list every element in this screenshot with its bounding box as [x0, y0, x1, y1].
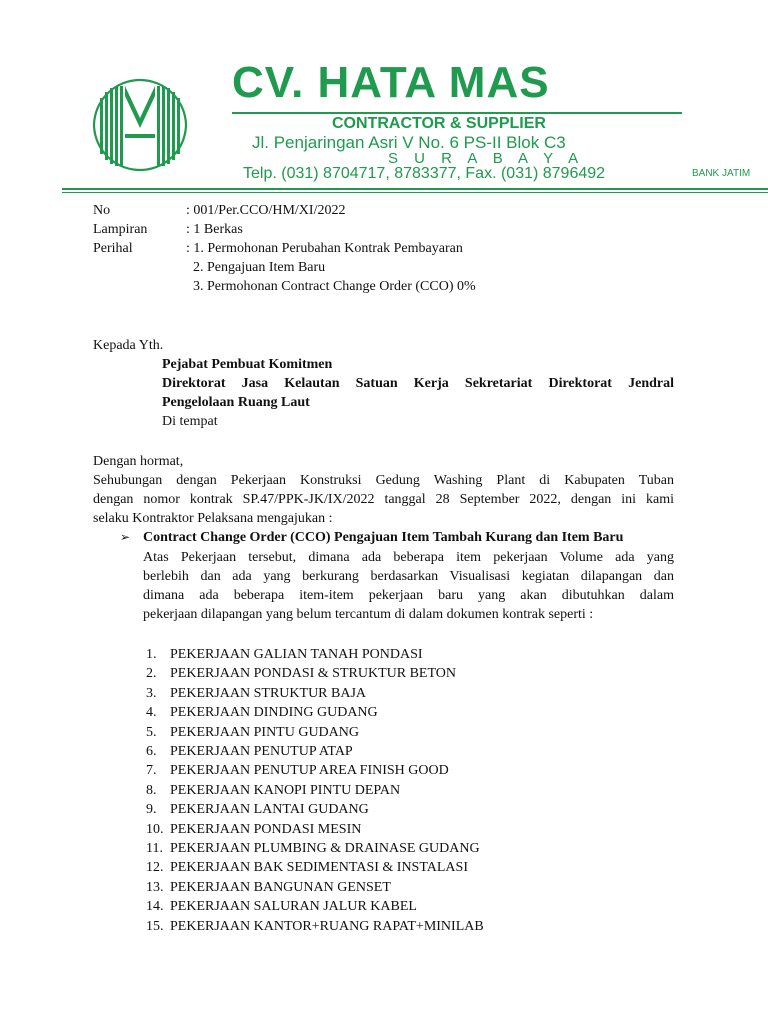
list-item: [146, 703, 378, 722]
list-item-number: 11.: [146, 841, 163, 856]
paragraph-line: berlebih dan ada yang berkurang berdasarkan Visualisasi kegiatan dilapangan dan: [143, 569, 674, 584]
bank-label: BANK JATIM: [692, 168, 751, 179]
list-item-text: PEKERJAAN PLUMBING & DRAINASE GUDANG: [170, 841, 480, 856]
list-item: [146, 820, 361, 839]
company-subtitle: CONTRACTOR & SUPPLIER: [332, 115, 546, 132]
list-item-text: PEKERJAAN DINDING GUDANG: [170, 705, 378, 721]
list-item-text: PEKERJAAN PENUTUP ATAP: [170, 744, 353, 759]
recipient-line: Di tempat: [162, 414, 218, 429]
company-phones: Telp. (031) 8704717, 8783377, Fax. (031) 8796492: [243, 165, 606, 182]
recipient-greeting: Kepada Yth.: [93, 338, 164, 353]
list-item-text: PEKERJAAN BANGUNAN GENSET: [170, 879, 391, 895]
list-item: [146, 781, 400, 800]
list-item-number: 2.: [146, 666, 157, 682]
list-item: [146, 917, 484, 936]
recipient-line: Direktorat Jasa Kelautan Satuan Kerja Sekretariat Direktorat Jendral: [162, 376, 674, 391]
list-item: [146, 645, 423, 664]
paragraph-line: dimana ada beberapa item-item pekerjaan baru yang akan dibutuhkan dalam: [143, 588, 674, 603]
bullet-title: Contract Change Order (CCO) Pengajuan Item Tambah Kurang dan Item Baru: [143, 530, 624, 545]
paragraph-line: Atas Pekerjaan tersebut, dimana ada beberapa item pekerjaan Volume ada yang: [143, 550, 674, 565]
list-item-number: 14.: [146, 899, 164, 915]
list-item-text: PEKERJAAN LANTAI GUDANG: [170, 802, 369, 818]
paragraph-line: dengan nomor kontrak SP.47/PPK-JK/IX/2022 tanggal 28 September 2022, dengan ini kami: [93, 492, 674, 507]
paragraph-line: selaku Kontraktor Pelaksana mengajukan :: [93, 511, 333, 526]
paragraph-line: pekerjaan dilapangan yang belum tercantum di dalam dokumen kontrak seperti :: [143, 607, 594, 622]
list-item-number: 9.: [146, 802, 157, 818]
list-item: [146, 858, 468, 877]
list-item-text: PEKERJAAN KANOPI PINTU DEPAN: [170, 782, 401, 798]
list-item: [146, 800, 369, 819]
salutation: Dengan hormat,: [93, 454, 184, 469]
header-rule-top: [232, 112, 682, 114]
list-item: [146, 684, 366, 703]
list-item-number: 10.: [146, 821, 164, 837]
company-name: CV. HATA MAS: [232, 58, 550, 107]
paragraph-line: Sehubungan dengan Pekerjaan Konstruksi Gedung Washing Plant di Kabupaten Tuban: [93, 473, 674, 488]
list-item-text: PEKERJAAN PONDASI MESIN: [170, 821, 362, 837]
list-item-text: PEKERJAAN STRUKTUR BAJA: [170, 685, 367, 701]
perihal-item: : 1. Permohonan Perubahan Kontrak Pembayaran: [186, 241, 463, 256]
list-item: [146, 723, 359, 742]
list-item-number: 3.: [146, 685, 157, 701]
list-item: [146, 664, 456, 683]
recipient-line: Pejabat Pembuat Komitmen: [162, 357, 333, 372]
header-rule-2: [62, 192, 768, 193]
company-address: Jl. Penjaringan Asri V No. 6 PS-II Blok C3: [252, 133, 566, 152]
list-item-text: PEKERJAAN SALURAN JALUR KABEL: [170, 899, 417, 915]
list-item-text: PEKERJAAN BAK SEDIMENTASI & INSTALASI: [170, 860, 468, 876]
list-item-number: 8.: [146, 782, 157, 798]
list-item-number: 4.: [146, 705, 157, 721]
list-item-number: 6.: [146, 744, 157, 759]
perihal-label: Perihal: [93, 241, 133, 256]
lampiran-value: : 1 Berkas: [186, 222, 243, 237]
company-city: S U R A B A Y A: [388, 150, 585, 167]
list-item: [146, 742, 353, 761]
lampiran-label: Lampiran: [93, 222, 148, 237]
bullet-arrow-icon: ➢: [120, 530, 131, 544]
list-item-text: PEKERJAAN PONDASI & STRUKTUR BETON: [170, 666, 456, 682]
list-item-number: 1.: [146, 647, 157, 662]
company-logo-icon: [90, 76, 190, 174]
no-value: : 001/Per.CCO/HM/XI/2022: [186, 203, 346, 218]
list-item: [146, 839, 480, 858]
list-item-number: 7.: [146, 763, 157, 779]
list-item-text: PEKERJAAN GALIAN TANAH PONDASI: [170, 647, 423, 662]
list-item-number: 5.: [146, 724, 157, 740]
perihal-item: 3. Permohonan Contract Change Order (CCO) 0%: [193, 279, 476, 294]
list-item: [146, 897, 417, 916]
list-item-number: 15.: [146, 918, 164, 934]
list-item-number: 12.: [146, 860, 164, 876]
recipient-line: Pengelolaan Ruang Laut: [162, 395, 310, 410]
header-rule-1: [62, 188, 768, 190]
list-item-text: PEKERJAAN KANTOR+RUANG RAPAT+MINILAB: [170, 918, 484, 934]
list-item-text: PEKERJAAN PENUTUP AREA FINISH GOOD: [170, 763, 449, 779]
no-label: No: [93, 203, 111, 218]
list-item-text: PEKERJAAN PINTU GUDANG: [170, 724, 359, 740]
list-item-number: 13.: [146, 879, 164, 895]
perihal-item: 2. Pengajuan Item Baru: [193, 260, 326, 275]
list-item: [146, 878, 391, 897]
list-item: [146, 761, 449, 780]
